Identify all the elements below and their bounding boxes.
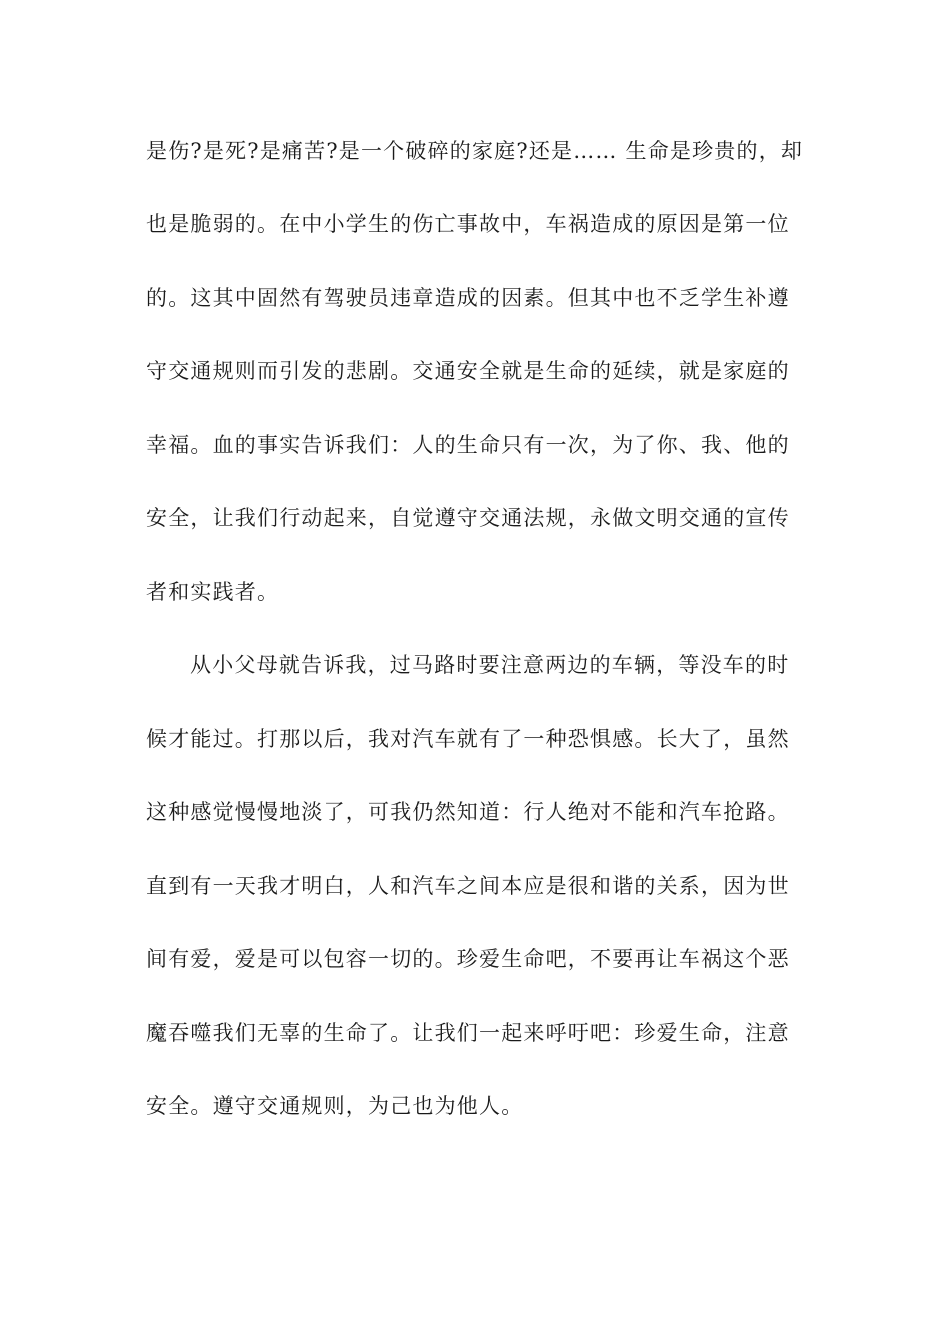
text-line: 间有爱，爱是可以包容一切的。珍爱生命吧，不要再让车祸这个恶 bbox=[146, 947, 790, 971]
text-line: 也是脆弱的。在中小学生的伤亡事故中，车祸造成的原因是第一位 bbox=[146, 212, 790, 236]
text-line: 安全，让我们行动起来，自觉遵守交通法规，永做文明交通的宣传 bbox=[146, 506, 790, 530]
text-line: 是伤?是死?是痛苦?是一个破碎的家庭?还是…… 生命是珍贵的，却 bbox=[146, 139, 804, 163]
text-line: 魔吞噬我们无辜的生命了。让我们一起来呼吁吧：珍爱生命，注意 bbox=[146, 1021, 790, 1045]
text-line: 幸福。血的事实告诉我们：人的生命只有一次，为了你、我、他的 bbox=[146, 433, 790, 457]
text-line: 这种感觉慢慢地淡了，可我仍然知道：行人绝对不能和汽车抢路。 bbox=[146, 800, 790, 824]
text-line: 候才能过。打那以后，我对汽车就有了一种恐惧感。长大了，虽然 bbox=[146, 727, 790, 751]
paragraph-first-line: 从小父母就告诉我，过马路时要注意两边的车辆，等没车的时 bbox=[190, 653, 790, 677]
text-line: 者和实践者。 bbox=[146, 580, 280, 604]
text-line: 的。这其中固然有驾驶员违章造成的因素。但其中也不乏学生补遵 bbox=[146, 286, 790, 310]
text-line: 直到有一天我才明白，人和汽车之间本应是很和谐的关系，因为世 bbox=[146, 874, 790, 898]
text-line: 守交通规则而引发的悲剧。交通安全就是生命的延续，就是家庭的 bbox=[146, 359, 790, 383]
text-line: 安全。遵守交通规则，为己也为他人。 bbox=[146, 1094, 524, 1118]
